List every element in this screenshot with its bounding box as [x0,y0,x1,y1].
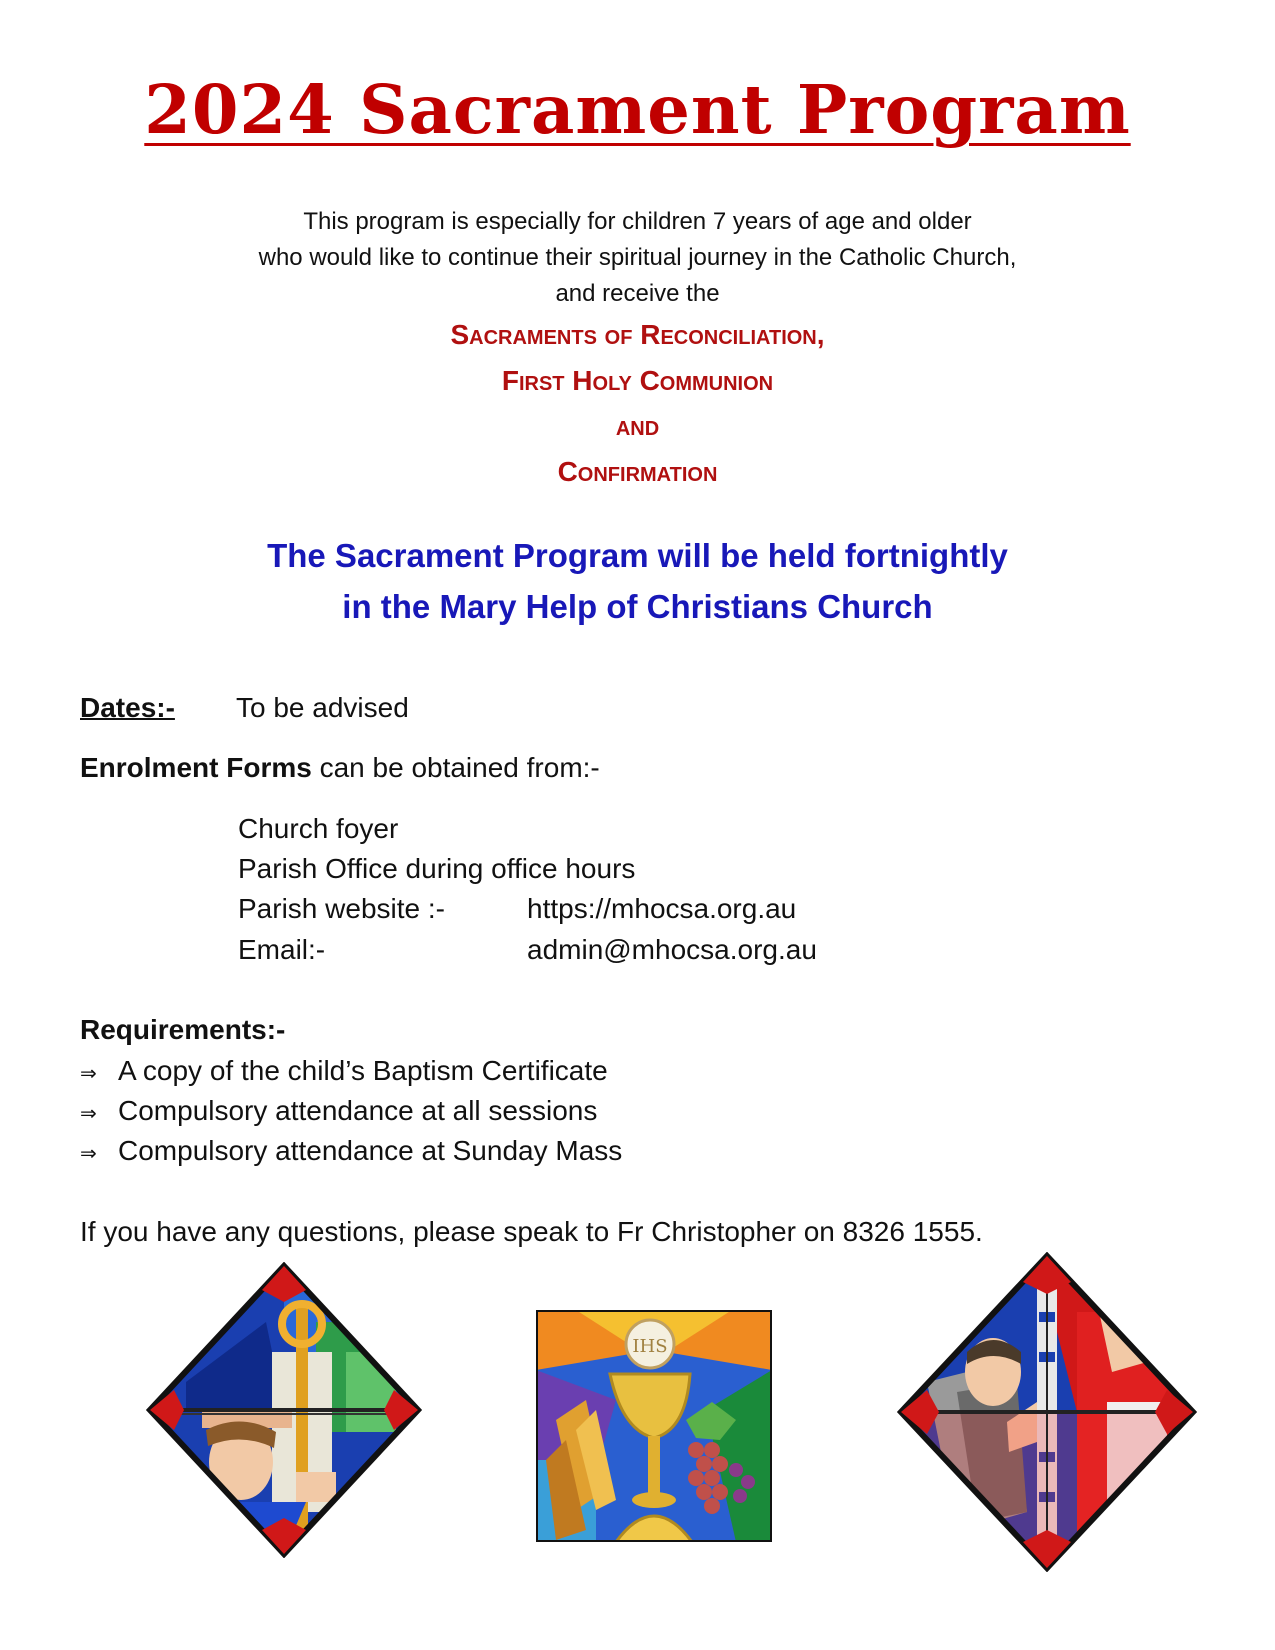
stained-glass-chalice-icon [536,1310,772,1542]
schedule-heading [0,530,1275,632]
contact-text: If you have any questions, please speak to Fr Christopher on 8326 1555. [80,1216,983,1247]
intro-text [0,204,1275,312]
dates-label: Dates:- [80,692,175,723]
double-arrow-icon: ⇒ [80,1060,97,1085]
source-email-link[interactable]: admin@mhocsa.org.au [527,934,817,965]
sacraments-list [0,312,1275,494]
schedule-line: The Sacrament Program will be held fortnightly [267,537,1008,574]
schedule-line: in the Mary Help of Christians Church [342,588,933,625]
enrolment-suffix: can be obtained from:- [311,752,600,783]
source-website-link[interactable]: https://mhocsa.org.au [527,893,797,924]
double-arrow-icon: ⇒ [80,1100,97,1125]
source-office: Parish Office during office hours [238,853,636,884]
page-title: 2024 Sacrament Program [144,70,1131,149]
sacrament-and: and [615,410,660,441]
source-email-label: Email:- [238,934,326,965]
enrolment-line [80,751,600,785]
intro-line: who would like to continue their spiritual journey in the Catholic Church, [258,244,1017,271]
requirements-heading: Requirements:- [80,1014,286,1045]
intro-line: and receive the [555,280,720,307]
sacrament-confirmation: Confirmation [557,455,718,487]
intro-line: This program is especially for children 7 years of age and older [303,208,972,235]
host-text: IHS [632,1336,668,1357]
source-foyer: Church foyer [238,813,399,844]
enrolment-label: Enrolment Forms [80,752,312,783]
requirement-item: ⇒ Compulsory attendance at Sunday Mass [80,1134,622,1170]
sacrament-communion: First Holy Communion [501,364,774,396]
dates-value: To be advised [236,692,409,723]
requirement-item: ⇒ Compulsory attendance at all sessions [80,1094,597,1130]
source-website-label: Parish website :- [238,893,445,924]
stained-glass-confirmation-icon [146,1262,422,1558]
stained-glass-reconciliation-icon [897,1252,1197,1572]
requirement-item: ⇒ A copy of the child’s Baptism Certificate [80,1054,608,1090]
sacrament-reconciliation: Sacraments of Reconciliation, [450,319,825,350]
double-arrow-icon: ⇒ [80,1140,97,1165]
